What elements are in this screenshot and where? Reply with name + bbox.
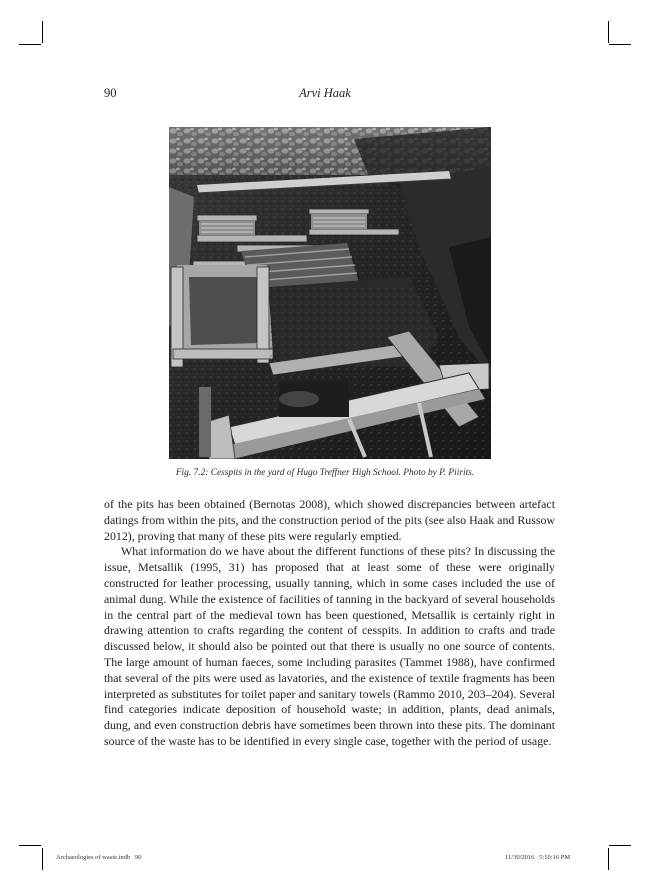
crop-mark-top-left-h bbox=[19, 44, 41, 45]
crop-mark-top-right-h bbox=[609, 44, 631, 45]
paragraph-1: of the pits has been obtained (Bernotas 2008), which showed discrepancies between artefact datings from within the pits, and the construction period of the pits (see also Haak and Russow 2012), proving that many of these pits were regularly emptied. bbox=[104, 497, 555, 543]
page-number: 90 bbox=[104, 86, 117, 100]
crop-mark-bottom-right-h bbox=[609, 845, 631, 846]
crop-mark-top-left-v bbox=[42, 21, 43, 43]
slug-timestamp: 11/30/2016 5:10:16 PM bbox=[505, 854, 571, 861]
paragraph-2: What information do we have about the different functions of these pits? In discussing the issue, Metsallik (1995, 31) has proposed that at least some of these were originally constructed for leather processing, usually tanning, which in some cases included the use of animal dung. While the existence of facilities of tanning in the backyard of several households in the central part of the medieval town has been questioned, Metsallik is certainly right in drawing attention to crafts regarding the content of cesspits. In addition to crafts and trade discussed below, it should also be pointed out that there is usually no one source of contents. The large amount of human faeces, some including parasites (Tammet 1988), have confirmed that several of the pits were used as lavatories, and the existence of textile fragments has been interpreted as substitutes for toilet paper and sanitary towels (Rammo 2010, 203–204). Several find categories indicate deposition of household waste; in addition, plants, dead animals, dung, and even construction debris have sometimes been thrown into these pits. The dominant source of the waste has to be identified in every single case, together with the period of usage. bbox=[104, 544, 555, 748]
figure-caption: Fig. 7.2: Cesspits in the yard of Hugo Treffner High School. Photo by P. Piirits. bbox=[175, 468, 475, 478]
crop-mark-bottom-right-v bbox=[608, 848, 609, 870]
crop-mark-bottom-left-v bbox=[42, 848, 43, 870]
running-title: Arvi Haak bbox=[299, 86, 351, 100]
body-text bbox=[104, 497, 555, 750]
cesspits-photo bbox=[169, 127, 491, 459]
slug-filename: Archaeologies of waste.indb 90 bbox=[56, 854, 142, 861]
crop-mark-top-right-v bbox=[608, 21, 609, 43]
crop-mark-bottom-left-h bbox=[19, 845, 41, 846]
